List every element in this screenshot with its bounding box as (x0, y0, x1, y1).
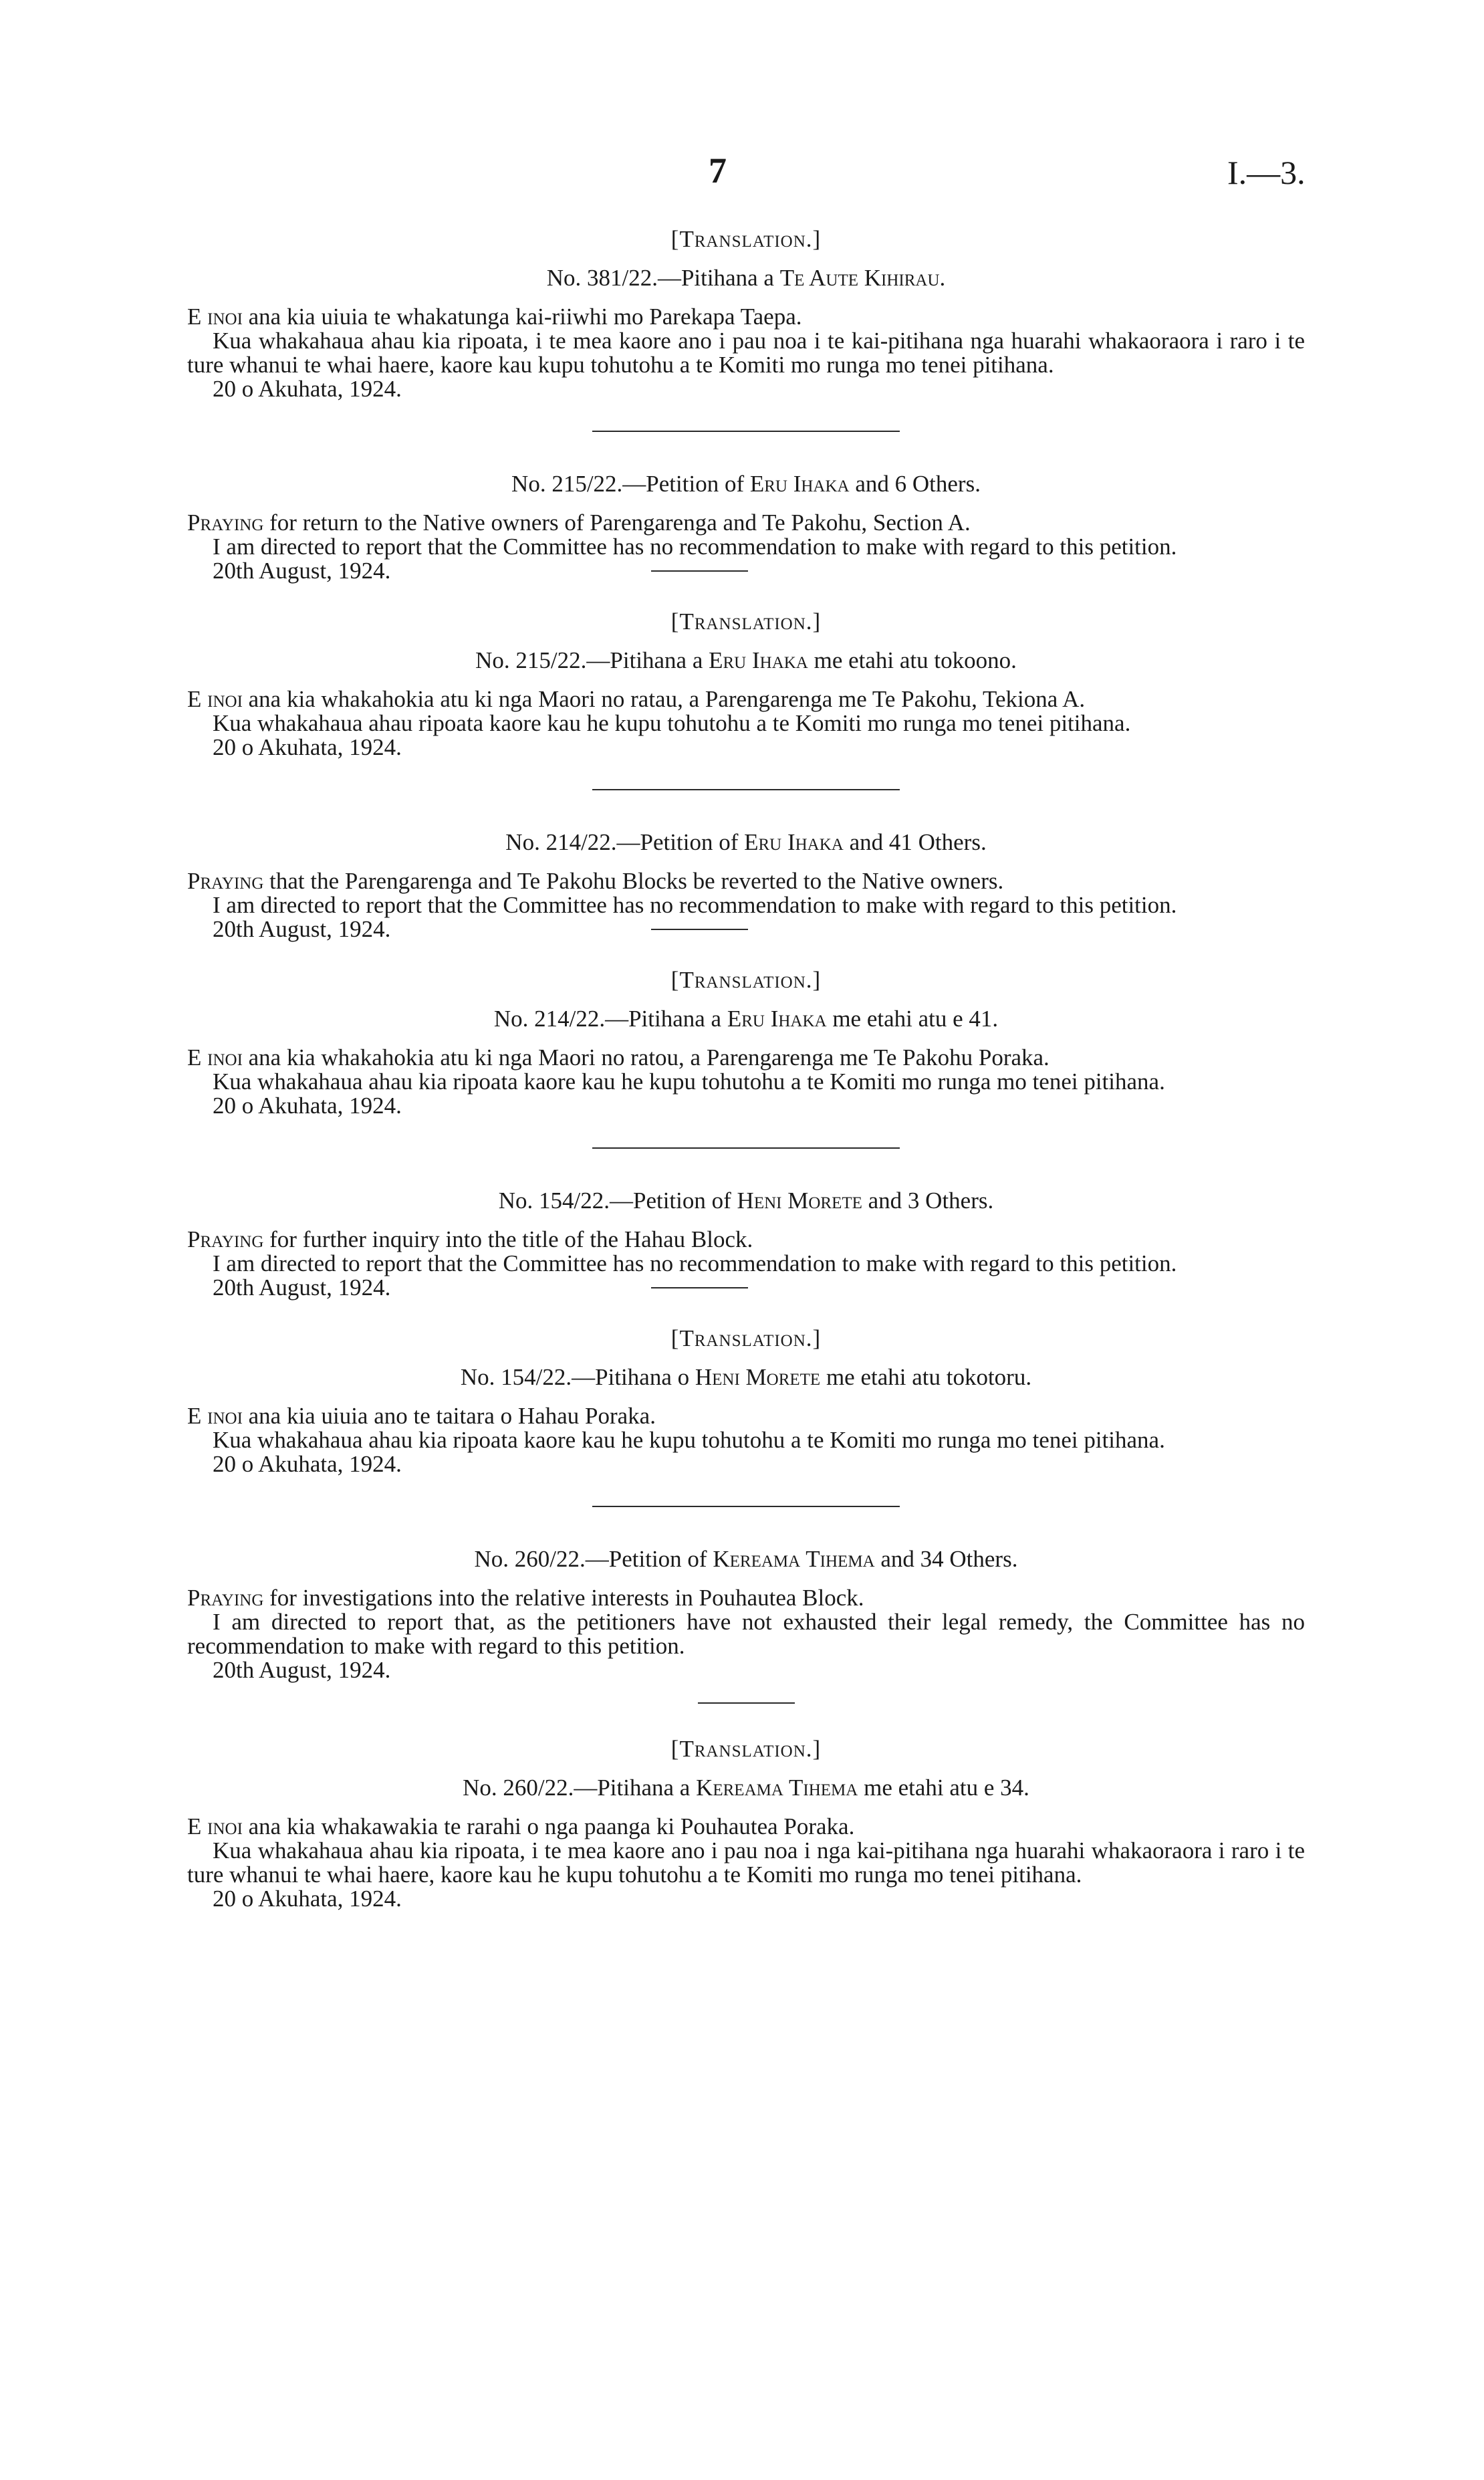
short-divider (651, 1287, 748, 1288)
petition-heading: No. 260/22.—Petition of Kereama Tihema and 34 Others. (474, 1546, 1018, 1572)
petition-translation-215 (187, 610, 1305, 790)
committee-report: I am directed to report that the Committee has no recommendation to make with regard to this petition. (213, 534, 1177, 560)
petition-heading: No. 154/22.—Petition of Heni Morete and 3 Others. (498, 1188, 994, 1214)
report-date: 20 o Akuhata, 1924. (213, 734, 402, 760)
petition-260 (187, 1547, 1305, 1704)
petition-prayer: Praying that the Parengarenga and Te Pakohu Blocks be reverted to the Native owners. (187, 868, 1004, 894)
petition-prayer: Praying for return to the Native owners of Parengarenga and Te Pakohu, Section A. (187, 510, 971, 536)
petition-heading: No. 214/22.—Petition of Eru Ihaka and 41 Others. (505, 829, 987, 855)
report-date: 20th August, 1924. (213, 916, 391, 942)
petition-heading: No. 154/22.—Pitihana o Heni Morete me etahi atu tokotoru. (460, 1364, 1032, 1390)
report-date: 20 o Akuhata, 1924. (213, 1093, 402, 1119)
petition-prayer: E inoi ana kia whakahokia atu ki nga Maori no ratau, a Parengarenga me Te Pakohu, Tekiona A. (187, 686, 1086, 712)
report-date: 20 o Akuhata, 1924. (213, 1886, 402, 1912)
translation-label: [Translation.] (670, 1325, 822, 1351)
committee-report: Kua whakahaua ahau kia ripoata, i te mea kaore ano i pau noa i te kai-pitihana nga huarahi whakaoraora i raro i te ture whanui te whai haere, kaore kau kupu tohutohu a te Komiti mo runga mo tenei pitihana. (187, 328, 1305, 378)
petition-prayer: E inoi ana kia uiuia ano te taitara o Hahau Poraka. (187, 1403, 656, 1429)
section-divider (592, 431, 900, 432)
petition-prayer: E inoi ana kia uiuia te whakatunga kai-riiwhi mo Parekapa Taepa. (187, 304, 802, 330)
committee-report: Kua whakahaua ahau ripoata kaore kau he kupu tohutohu a te Komiti mo runga mo tenei pitihana. (213, 710, 1131, 736)
section-divider (592, 1506, 900, 1507)
petition-prayer: Praying for further inquiry into the title of the Hahau Block. (187, 1226, 753, 1252)
committee-report: I am directed to report that the Committee has no recommendation to make with regard to this petition. (213, 1250, 1177, 1276)
report-date: 20th August, 1924. (213, 558, 391, 584)
petition-215 (187, 472, 1305, 610)
petition-translation-214 (187, 968, 1305, 1149)
page-number: 7 (709, 150, 727, 191)
report-date: 20 o Akuhata, 1924. (213, 376, 402, 402)
short-divider (651, 929, 748, 930)
report-date: 20th August, 1924. (213, 1274, 391, 1301)
committee-report: Kua whakahaua ahau kia ripoata, i te mea kaore ano i pau noa i nga kai-pitihana nga huarahi whakaoraora i raro i te ture whanui te whai haere, kaore kau he kupu tohutohu a te Komiti mo runga mo tenei pitihana. (187, 1837, 1305, 1888)
petition-154 (187, 1189, 1305, 1327)
translation-label: [Translation.] (670, 226, 822, 252)
committee-report: I am directed to report that the Committee has no recommendation to make with regard to this petition. (213, 892, 1177, 918)
section-divider (592, 789, 900, 790)
petition-translation-260 (187, 1737, 1305, 1911)
short-divider (698, 1702, 795, 1704)
section-divider (592, 1147, 900, 1149)
report-date: 20 o Akuhata, 1924. (213, 1451, 402, 1477)
petition-heading: No. 260/22.—Pitihana a Kereama Tihema me etahi atu e 34. (463, 1775, 1029, 1801)
committee-report: Kua whakahaua ahau kia ripoata kaore kau he kupu tohutohu a te Komiti mo runga mo tenei pitihana. (213, 1427, 1165, 1453)
petition-heading: No. 214/22.—Pitihana a Eru Ihaka me etahi atu e 41. (493, 1006, 999, 1032)
petition-prayer: E inoi ana kia whakawakia te rarahi o nga paanga ki Pouhautea Poraka. (187, 1813, 855, 1839)
report-date: 20th August, 1924. (213, 1657, 391, 1683)
paper-reference: I.—3. (1227, 154, 1306, 191)
petition-translation-381 (187, 227, 1305, 432)
committee-report: Kua whakahaua ahau kia ripoata kaore kau he kupu tohutohu a te Komiti mo runga mo tenei pitihana. (213, 1068, 1165, 1095)
translation-label: [Translation.] (670, 1736, 822, 1762)
short-divider (651, 570, 748, 572)
page-content (187, 227, 1305, 1911)
petition-prayer: E inoi ana kia whakahokia atu ki nga Maori no ratou, a Parengarenga me Te Pakohu Poraka. (187, 1044, 1049, 1070)
petition-translation-154 (187, 1327, 1305, 1507)
petition-heading: No. 381/22.—Pitihana a Te Aute Kihirau. (546, 265, 946, 291)
petition-heading: No. 215/22.—Petition of Eru Ihaka and 6 Others. (511, 471, 981, 497)
petition-prayer: Praying for investigations into the relative interests in Pouhautea Block. (187, 1585, 864, 1611)
committee-report: I am directed to report that, as the petitioners have not exhausted their legal remedy, the Committee has no recommendation to make with regard to this petition. (187, 1609, 1305, 1659)
petition-214 (187, 830, 1305, 968)
translation-label: [Translation.] (670, 608, 822, 635)
translation-label: [Translation.] (670, 967, 822, 993)
petition-heading: No. 215/22.—Pitihana a Eru Ihaka me etahi atu tokoono. (475, 647, 1017, 673)
